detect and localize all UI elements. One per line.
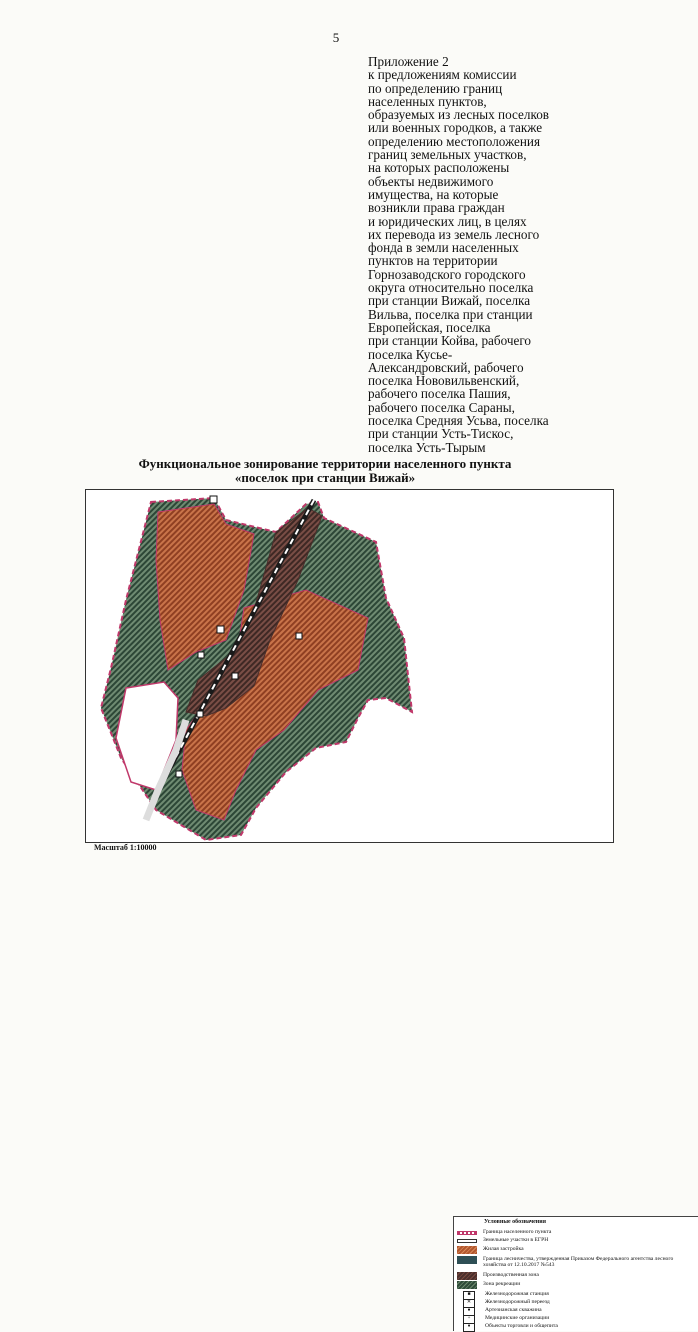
map-legend [453,1216,698,1331]
medical-icon-legend: + [463,1315,475,1324]
well-icon [198,652,204,658]
map-title [90,457,560,485]
forestry-swatch [457,1256,477,1264]
recreation-swatch [457,1281,477,1289]
medical-icon [232,673,238,679]
legend-item-artesian-well: ● Артезианская скважина [457,1307,685,1316]
boundary-swatch [457,1231,477,1235]
map-title-line1: Функциональное зонирование территории населенного пункта [138,456,512,471]
appendix-line: и юридических лиц, в целях [368,213,527,229]
trade-icon-legend: ♦ [463,1323,475,1332]
appendix-caption [368,55,598,454]
map-title-line2: «поселок при станции Вижай» [234,470,416,485]
railway-station-icon: ■ [463,1291,475,1300]
appendix-line: пунктов на территории [368,253,498,269]
trade-icon [296,633,302,639]
legend-item-residential: Жилая застройка [457,1246,683,1254]
appendix-line: Европейская, поселка [368,319,491,335]
zoning-map-drawing [86,490,613,842]
production-swatch [457,1272,477,1280]
appendix-line: Горнозаводского городского [368,266,526,282]
legend-title: Условные обозначения [484,1219,546,1225]
railway-crossing-icon: ✕ [463,1299,475,1308]
appendix-line: округа относительно поселка [368,280,534,296]
page-number: 5 [332,30,340,45]
appendix-line: по определению границ [368,80,503,96]
legend-item-plots: Земельные участки в ЕГРН [457,1237,683,1243]
legend-item-railway-crossing: ✕ Железнодорожный переезд [457,1299,685,1308]
legend-item-forestry: Граница лесничества, утвержденная Приказом Федерального агентства лесного хозяйства от 12.10.2017 №543 [457,1256,683,1268]
legend-item-medical: + Медицинские организации [457,1315,685,1324]
appendix-line: поселка Кусье- [368,346,453,362]
appendix-line: границ земельных участков, [368,147,527,163]
appendix-line: имущества, на которые [368,186,499,202]
appendix-line: Вильва, поселка при станции [368,306,533,322]
appendix-line: образуемых из лесных поселков [368,107,550,123]
appendix-line: к предложениям комиссии [368,67,517,83]
trade-icon-3 [197,711,203,717]
appendix-line: поселка Нововильвенский, [368,373,520,389]
plots-swatch [457,1239,477,1243]
appendix-line: Александровский, рабочего [368,359,524,375]
residential-swatch [457,1246,477,1254]
appendix-line: Приложение 2 [368,54,449,69]
appendix-line: на которых расположены [368,160,510,176]
appendix-line: возникли права граждан [368,200,505,216]
appendix-line: их перевода из земель лесного [368,226,540,242]
appendix-line: населенных пунктов, [368,93,487,109]
legend-item-trade: ♦ Объекты торговли и общепита [457,1323,685,1332]
appendix-line: рабочего поселка Сараны, [368,399,515,415]
appendix-line: при станции Усть-Тискос, [368,426,514,442]
artesian-well-icon: ● [463,1307,475,1316]
appendix-line: или военных городков, а также [368,120,543,136]
appendix-line: объекты недвижимого [368,173,494,189]
appendix-line: фонда в земли населенных [368,240,519,256]
appendix-line: поселка Средняя Усьва, поселка [368,413,549,429]
appendix-line: при станции Вижай, поселка [368,293,531,309]
appendix-line: поселка Усть-Тырым [368,439,486,455]
station-icon [210,496,217,503]
legend-item-railway-station: ■ Железнодорожная станция [457,1291,685,1300]
appendix-line: рабочего поселка Пашия, [368,386,511,402]
legend-item-production: Производственная зона [457,1272,683,1280]
crossing-icon [217,626,224,633]
legend-item-boundary: Граница населенного пункта [457,1229,683,1235]
legend-item-recreation: Зона рекреации [457,1281,683,1289]
map-scale: Масштаб 1:10000 [94,843,157,852]
trade-icon-2 [176,771,182,777]
appendix-line: при станции Койва, рабочего [368,333,532,349]
appendix-line: определению местоположения [368,133,541,149]
